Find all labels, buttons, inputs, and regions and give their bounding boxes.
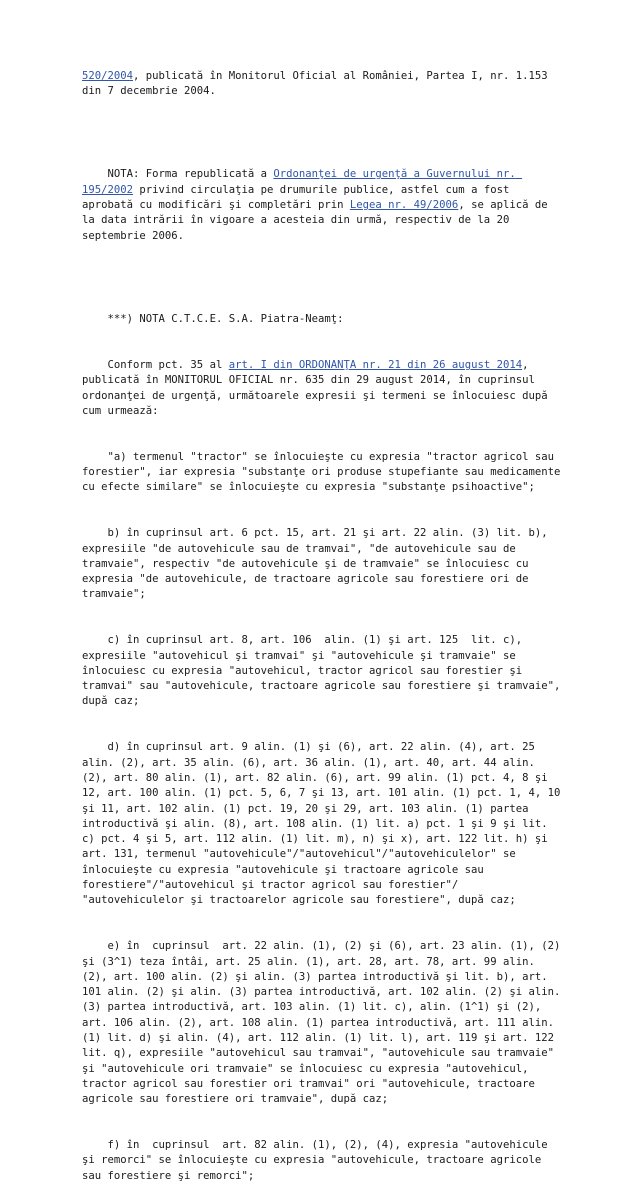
- list-item-c: c) în cuprinsul art. 8, art. 106 alin. (1) şi art. 125 lit. c), expresiile "autovehicul şi tramvai" şi "autovehicule şi tramvaie" se înlocuiesc cu expresia "autovehicul, tractor agricol sau forestier şi tramvai" sau "autovehicule, tractoare agricole sau forestiere şi tramvaie", după caz;: [82, 634, 567, 708]
- paragraph-text: , publicată în MONITORUL OFICIAL nr. 635 din 29 august 2014, în cuprinsul ordonanţei de urgenţă, următoarele expresii şi termeni se înlocuiesc după cum urmează:: [82, 358, 554, 417]
- document-page: [82, 38, 567, 1199]
- list-item-a: "a) termenul "tractor" se înlocuieşte cu expresia "tractor agricol sau forestier", iar expresia "substanţe ori produse stupefiante sau medicamente cu efecte similare" se înlocuieşte cu expresia "substanţe psihoactive";: [82, 450, 567, 494]
- nota-ctce-heading: ***) NOTA C.T.C.E. S.A. Piatra-Neamţ:: [82, 313, 344, 326]
- paragraph-text: NOTA: Forma republicată a: [82, 168, 274, 181]
- list-item-f: f) în cuprinsul art. 82 alin. (1), (2), (4), expresia "autovehicule şi remorci" se înlocuieşte cu expresia "autovehicule, tractoare agricole sau forestiere şi remorci";: [82, 1139, 554, 1182]
- paragraph-text: , publicată în Monitorul Oficial al României, Partea I, nr. 1.153 din 7 decembrie 2004.: [82, 69, 554, 97]
- law-520-2004-link[interactable]: 520/2004: [82, 69, 134, 82]
- list-item-b: b) în cuprinsul art. 6 pct. 15, art. 21 şi art. 22 alin. (3) lit. b), expresiile "de autovehicule sau de tramvai", "de autovehicule sau de tramvaie", respectiv "de autovehicule şi de tramvaie" se înlocuiesc cu expresia "de autovehicule, de tractoare agricole sau forestiere ori de tramvaie";: [82, 527, 554, 601]
- ordonanta-21-2014-link[interactable]: art. I din ORDONANŢA nr. 21 din 26 august 2014: [228, 358, 523, 371]
- paragraph-text: privind circulaţia pe drumurile publice, astfel cum a fost aprobată cu modificări şi completări prin: [82, 183, 516, 211]
- paragraph-text: Conform pct. 35 al: [82, 358, 229, 371]
- paragraph-text: , se aplică de la data intrării în vigoare a acesteia din urmă, respectiv de la 20 septembrie 2006.: [82, 198, 554, 242]
- oug-195-2002-link[interactable]: Ordonanţei de urgenţă a Guvernului nr. 195/2002: [82, 168, 523, 196]
- list-item-d: d) în cuprinsul art. 9 alin. (1) şi (6), art. 22 alin. (4), art. 25 alin. (2), art. 35 alin. (6), art. 36 alin. (1), art. 40, art. 44 alin. (2), art. 80 alin. (1), art. 82 alin. (6), art. 99 alin. (1) pct. 4, 8 şi 12, art. 100 alin. (1) pct. 5, 6, 7 şi 13, art. 101 alin. (1) pct. 1, 4, 10 şi 11, art. 102 alin. (1) pct. 19, 20 şi 29, art. 103 alin. (1) partea introductivă şi alin. (8), art. 108 alin. (1) lit. a) pct. 1 şi 9 şi lit. c) pct. 4 şi 5, art. 112 alin. (1) lit. m), n) şi x), art. 122 lit. h) şi art. 131, termenul "autovehicule"/"autovehicul"/"autovehiculelor" se înlocuieşte cu expresia "autovehicule şi tractoare agricole sau forestiere"/"autovehicul şi tractor agricol sau forestier"/ "autovehiculelor şi tractoarelor agricole sau forestiere", după caz;: [82, 741, 567, 907]
- paragraph-law-reference: [82, 69, 562, 100]
- legea-49-2006-link[interactable]: Legea nr. 49/2006: [349, 198, 459, 211]
- paragraph-nota: [82, 167, 562, 243]
- list-item-e: e) în cuprinsul art. 22 alin. (1), (2) şi (6), art. 23 alin. (1), (2) şi (3^1) teza întâi, art. 25 alin. (1), art. 28, art. 78, art. 99 alin. (2), art. 100 alin. (2) şi alin. (3) partea introductivă şi lit. b), art. 101 alin. (2) şi alin. (3) partea introductivă, art. 102 alin. (2) şi alin. (3) partea introductivă, art. 103 alin. (1) lit. c), alin. (1^1) şi (2), art. 106 alin. (2), art. 108 alin. (1) partea introductivă, art. 111 alin. (1) lit. d) şi alin. (4), art. 112 alin. (1) lit. l), art. 119 şi art. 122 lit. q), expresiile "autovehicul sau tramvai", "autovehicule sau tramvaie" şi "autovehicule ori tramvaie" se înlocuiesc cu expresia "autovehicul, tractor agricol sau forestier ori tramvai" ori "autovehicule, tractoare agricole sau forestiere ori tramvaie", după caz;: [82, 940, 567, 1106]
- paragraph-conform: [82, 358, 562, 419]
